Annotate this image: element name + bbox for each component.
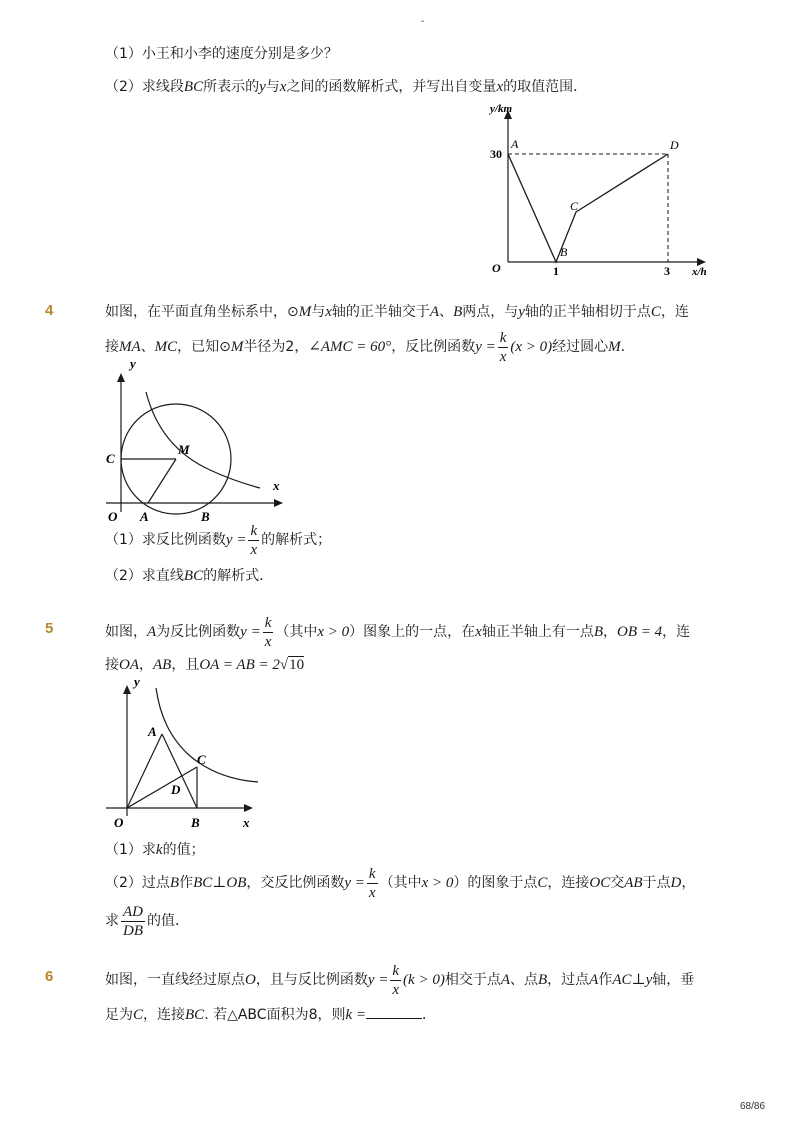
origin-label: O [114,815,124,830]
answer-blank[interactable] [366,1004,422,1019]
top-question-1: （1）小王和小李的速度分别是多少？ [105,46,338,62]
hyperbola-curve [146,392,260,488]
y-axis-arrow [123,685,131,694]
segment-MA [148,459,176,503]
x-axis-label: x/h [692,266,707,278]
point-label-B: B [201,509,210,524]
problem-5-line-1: 如图，A为反比例函数y = $\frac{k}{x}$ （其中x > 0）图象上的一点，在x轴正半轴上有一点B，OB = 4，连 [105,614,691,650]
tick-label-1: 1 [553,264,559,278]
problem-6-line-2: 足为C，连接BC. 若△ABC面积为8，则k = ． [105,1004,436,1025]
fraction-k-over-x: $\frac{k}{x}$ [250,522,258,558]
fraction-k-over-x: $\frac{k}{x}$ [264,614,272,650]
fraction-AD-over-DB: $\frac{AD}{DB}$ [123,903,143,939]
point-label-D: D [171,782,181,797]
page-number: 68/86 [740,1101,766,1112]
fraction-k-over-x: $\frac{k}{x}$ [392,962,400,998]
fraction-k-over-x: $\frac{k}{x}$ [368,865,376,901]
x-axis-arrow [697,258,706,266]
problem-5-question-2: （2）过点B作BC⊥OB，交反比例函数y = $\frac{k}{x}$ （其中x > 0）的图象于点C，连接OC交AB于点D， [105,865,696,901]
x-axis-arrow [244,804,253,812]
circle-hyperbola-figure [100,362,300,527]
origin-label: O [492,261,501,275]
tick-label-30: 30 [490,147,502,161]
problem-4-question-2: （2）求直线BC的解析式． [105,568,274,584]
segment-OA [127,734,162,808]
point-label-C: C [570,199,579,213]
point-label-B: B [560,245,568,259]
y-axis-label: y [134,676,140,689]
x-axis-arrow [274,499,283,507]
tick-label-3: 3 [664,264,670,278]
x-axis-label: x [273,478,280,493]
triangle-hyperbola-figure [100,676,270,832]
problem-number-6: 6 [45,968,54,985]
graph-line-ABCD [508,154,668,262]
segment-OC [127,767,197,808]
y-axis-label: y [130,362,136,371]
problem-number-5: 5 [45,620,54,637]
point-label-C: C [197,752,206,767]
problem-number-4: 4 [45,302,54,319]
problem-5-question-1: （1）求k的值； [105,842,205,858]
problem-6-line-1: 如图，一直线经过原点O，且与反比例函数y = $\frac{k}{x}$ (k > 0)相交于点A、点B，过点A作AC⊥y轴，垂 [105,962,695,998]
problem-4-line-2: 接MA、MC，已知⊙M半径为2，∠AMC = 60°，反比例函数y = $\frac{k}{x}$ (x > 0)经过圆心M. [105,329,626,365]
problem-5-question-3: 求 $\frac{AD}{DB}$ 的值． [105,903,189,939]
point-label-A: A [140,509,149,524]
y-axis-label: y/km [490,103,512,115]
problem-4-line-1: 如图，在平面直角坐标系中，⊙M与x轴的正半轴交于A、B两点，与y轴的正半轴相切于点C，连 [105,304,689,320]
problem-4-question-1: （1）求反比例函数y = $\frac{k}{x}$ 的解析式； [105,522,332,558]
fraction-k-over-x: $\frac{k}{x}$ [499,329,507,365]
problem-5-line-2: 接OA，AB，且OA = AB = 2√10 [105,657,305,673]
point-label-M: M [178,442,190,457]
point-label-A: A [148,724,157,739]
point-label-B: B [191,815,200,830]
point-label-A: A [511,137,519,151]
y-axis-arrow [117,373,125,382]
point-label-D: D [670,138,679,152]
distance-time-graph [484,100,714,280]
x-axis-label: x [243,815,250,830]
hyperbola-curve [156,688,258,782]
point-label-C: C [106,451,115,466]
top-question-2: （2）求线段BC所表示的y与x之间的函数解析式，并写出自变量x的取值范围． [105,79,588,95]
origin-label: O [108,509,118,524]
header-mark: - [421,16,425,27]
